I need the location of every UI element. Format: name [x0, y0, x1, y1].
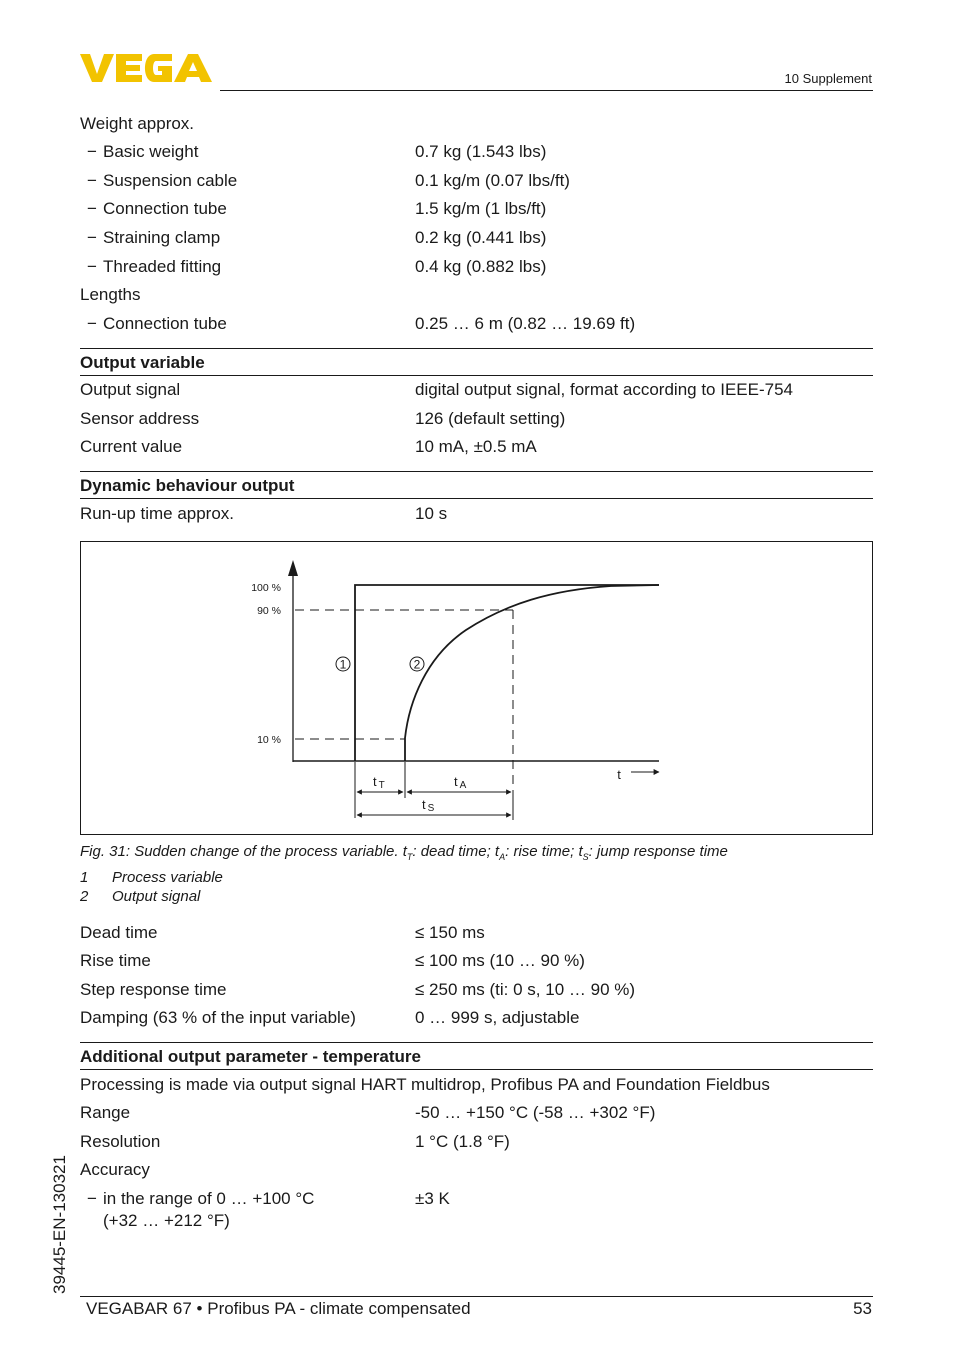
x-axis-label: t [617, 767, 621, 782]
header-rule [220, 90, 873, 91]
output-value: digital output signal, format according to IEEE-754 [415, 380, 793, 399]
resolution-label: Resolution [80, 1132, 161, 1151]
weight-label: Connection tube [103, 199, 227, 218]
y-tick-10: 10 % [257, 734, 281, 746]
weight-label: Straining clamp [103, 228, 221, 247]
legend-number: 1 [80, 869, 89, 886]
output-label: Sensor address [80, 409, 200, 428]
legend-text: Process variable [112, 869, 223, 886]
output-label: Current value [80, 437, 183, 456]
lengths-title: Lengths [80, 285, 141, 304]
y-axis-arrow-icon [288, 560, 298, 576]
step-response-figure [80, 541, 873, 835]
tT-label [373, 774, 385, 791]
marker-1-label: 1 [339, 657, 347, 672]
weight-value: 0.7 kg (1.543 lbs) [415, 142, 547, 161]
output-label: Output signal [80, 380, 181, 399]
accuracy-value: ±3 K [415, 1189, 450, 1208]
section-heading: Additional output parameter - temperature [80, 1047, 421, 1066]
dash: − [87, 228, 97, 247]
caption-text: : dead time; t [412, 843, 500, 860]
caption-sub: T [406, 852, 413, 862]
weight-value: 0.2 kg (0.441 lbs) [415, 228, 547, 247]
accuracy-label: Accuracy [80, 1160, 150, 1179]
output-signal-curve [405, 585, 659, 761]
runup-value: 10 s [415, 504, 448, 523]
dash: − [87, 314, 97, 333]
caption-text: : jump response time [588, 843, 728, 860]
dynamic-behaviour-heading [80, 471, 873, 499]
timing-label: Dead time [80, 923, 158, 942]
output-value: 10 mA, ±0.5 mA [415, 437, 537, 456]
step-response-diagram [81, 542, 872, 834]
timing-label: Step response time [80, 980, 227, 999]
timing-value: 0 … 999 s, adjustable [415, 1008, 580, 1027]
timing-value: ≤ 250 ms (ti: 0 s, 10 … 90 %) [415, 980, 636, 999]
figure-caption [80, 843, 728, 862]
runup-label: Run-up time approx. [80, 504, 235, 523]
timing-value: ≤ 150 ms [415, 923, 485, 942]
y-tick-100: 100 % [251, 582, 281, 594]
legend-item [80, 869, 223, 886]
tT-main: t [373, 774, 377, 789]
tS-label [422, 797, 435, 814]
timing-value: ≤ 100 ms (10 … 90 %) [415, 951, 585, 970]
tA-sub: A [459, 780, 467, 791]
dash: − [87, 257, 97, 276]
dash: − [87, 142, 97, 161]
tA-label [454, 774, 467, 791]
vega-logo [80, 50, 212, 86]
lengths-label: Connection tube [103, 314, 227, 333]
footer-title: VEGABAR 67 • Profibus PA - climate compensated [86, 1299, 471, 1318]
caption-text: Fig. 31: Sudden change of the process variable. t [80, 843, 407, 860]
lengths-value: 0.25 … 6 m (0.82 … 19.69 ft) [415, 314, 636, 333]
process-variable-step [355, 585, 659, 761]
weight-value: 0.4 kg (0.882 lbs) [415, 257, 547, 276]
weight-label: Threaded fitting [103, 257, 222, 276]
footer-rule [80, 1296, 873, 1297]
timing-label: Rise time [80, 951, 151, 970]
section-heading: Output variable [80, 353, 205, 372]
range-value: -50 … +150 °C (-58 … +302 °F) [415, 1103, 656, 1122]
additional-output-heading [80, 1042, 873, 1070]
accuracy-sub-label: in the range of 0 … +100 °C [103, 1189, 315, 1208]
caption-sub: A [499, 852, 506, 862]
weight-title: Weight approx. [80, 114, 195, 133]
processing-text: Processing is made via output signal HART multidrop, Profibus PA and Foundation Fieldbus [80, 1075, 770, 1094]
dash: − [87, 1189, 97, 1208]
marker-2-label: 2 [413, 657, 421, 672]
output-value: 126 (default setting) [415, 409, 566, 428]
dash: − [87, 171, 97, 190]
timing-label: Damping (63 % of the input variable) [80, 1008, 356, 1027]
y-tick-90: 90 % [257, 605, 281, 617]
range-label: Range [80, 1103, 131, 1122]
document-id: 39445-EN-130321 [50, 1155, 69, 1294]
section-heading: Dynamic behaviour output [80, 476, 295, 495]
output-variable-heading [80, 348, 873, 376]
weight-label: Suspension cable [103, 171, 238, 190]
section-label: 10 Supplement [784, 71, 872, 86]
weight-value: 1.5 kg/m (1 lbs/ft) [415, 199, 547, 218]
legend-text: Output signal [112, 888, 201, 905]
tS-main: t [422, 797, 426, 812]
dash: − [87, 199, 97, 218]
weight-label: Basic weight [103, 142, 199, 161]
legend-number: 2 [80, 888, 89, 905]
legend-item [80, 888, 200, 905]
tA-main: t [454, 774, 458, 789]
weight-value: 0.1 kg/m (0.07 lbs/ft) [415, 171, 570, 190]
caption-text: : rise time; t [505, 843, 583, 860]
tT-sub: T [378, 780, 385, 791]
caption-sub: S [582, 852, 589, 862]
resolution-value: 1 °C (1.8 °F) [415, 1132, 510, 1151]
tS-sub: S [427, 803, 435, 814]
accuracy-sub-label-2: (+32 … +212 °F) [103, 1211, 230, 1230]
page-number: 53 [853, 1299, 872, 1318]
